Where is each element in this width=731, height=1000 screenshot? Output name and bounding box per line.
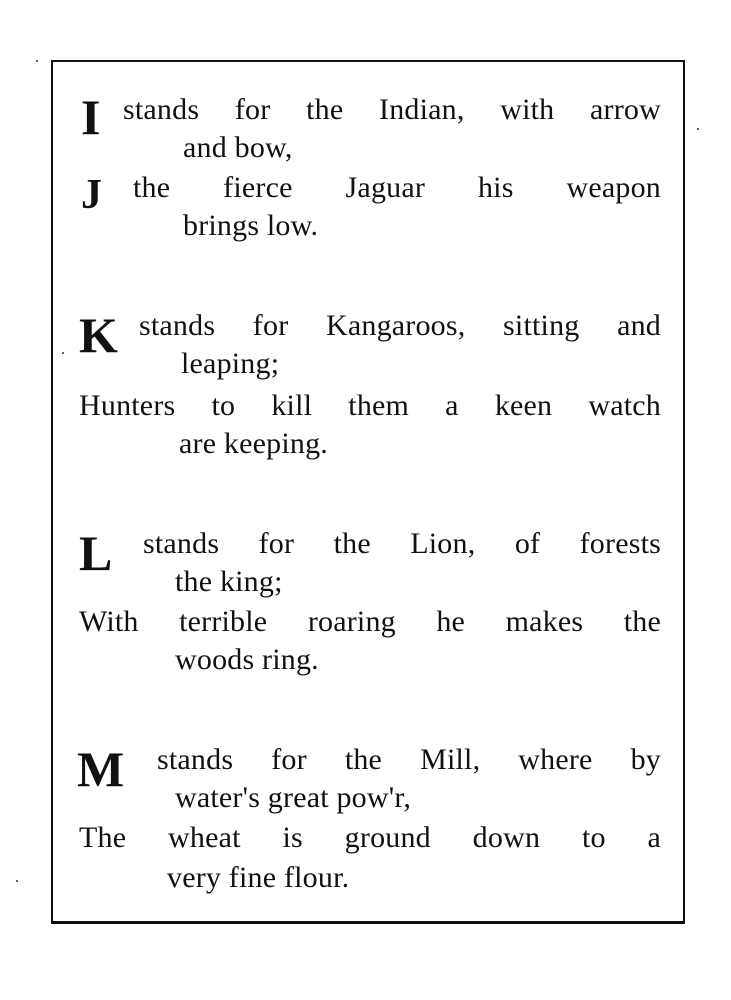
- verse-line: very fine flour.: [167, 861, 350, 894]
- page-border: [51, 60, 685, 924]
- verse-line: stands for the Indian, with arrow: [123, 93, 661, 126]
- verse-line: stands for Kangaroos, sitting and: [139, 309, 661, 342]
- drop-cap-l: L: [79, 525, 113, 581]
- verse-line: woods ring.: [175, 643, 319, 676]
- scan-speck: [16, 880, 18, 882]
- drop-cap-j: J: [81, 172, 102, 218]
- scan-speck: [697, 128, 699, 130]
- verse-line: The wheat is ground down to a: [79, 821, 661, 854]
- verse-line: With terrible roaring he makes the: [79, 605, 661, 638]
- verse-line: stands for the Lion, of forests: [143, 527, 661, 560]
- verse-line: are keeping.: [179, 427, 328, 460]
- drop-cap-k: K: [79, 307, 118, 363]
- scan-speck: [62, 352, 64, 354]
- drop-cap-i: I: [81, 89, 101, 145]
- verse-line: brings low.: [183, 209, 319, 242]
- verse-line: leaping;: [181, 347, 280, 380]
- verse-line: the king;: [175, 565, 283, 598]
- verse-line: stands for the Mill, where by: [157, 743, 661, 776]
- scan-speck: [36, 60, 38, 62]
- verse-line: the fierce Jaguar his weapon: [133, 171, 661, 204]
- drop-cap-m: M: [77, 741, 125, 797]
- verse-line: Hunters to kill them a keen watch: [79, 389, 661, 422]
- verse-line: water's great pow'r,: [175, 781, 412, 814]
- verse-line: and bow,: [183, 131, 293, 164]
